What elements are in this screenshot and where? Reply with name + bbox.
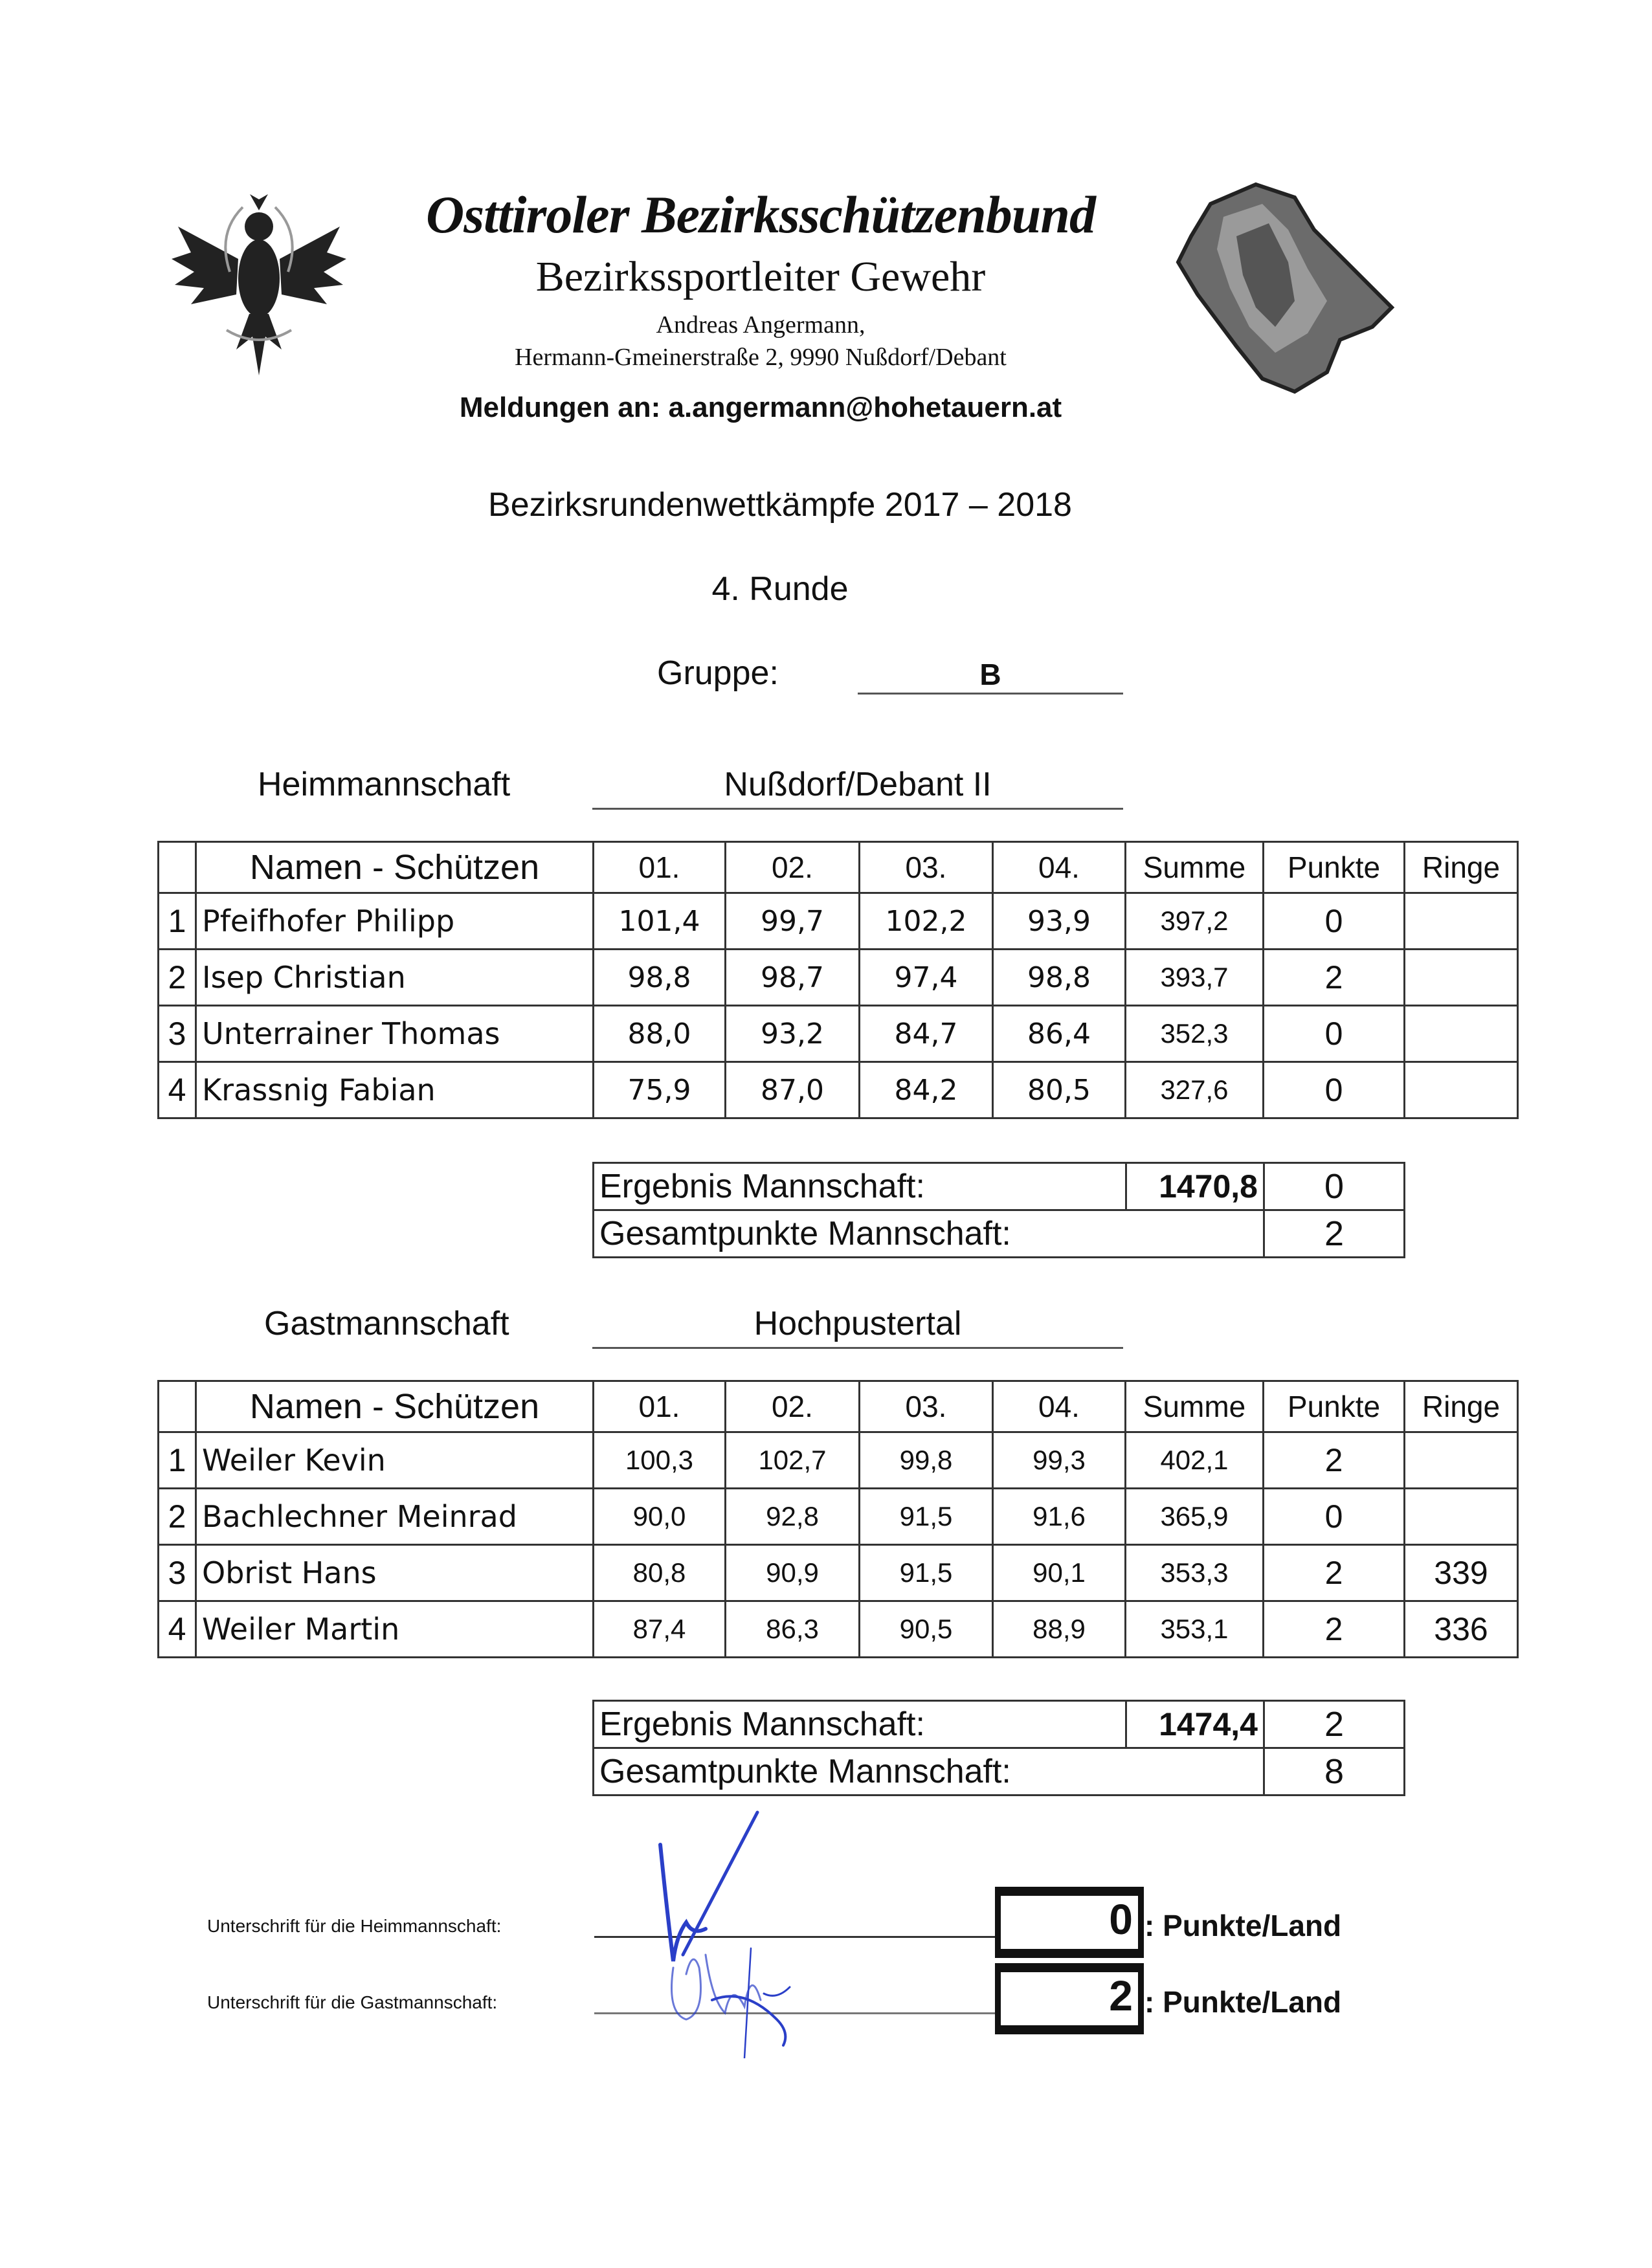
total-points: 2 — [1264, 1210, 1405, 1258]
home-points-label: : Punkte/Land — [1144, 1909, 1342, 1942]
guest-team-name: Hochpustertal — [753, 1305, 962, 1342]
series-1-score: 90,0 — [594, 1489, 726, 1545]
header-name: Namen - Schützen — [196, 842, 594, 893]
header-series-2: 02. — [726, 842, 860, 893]
result-row — [594, 1701, 1405, 1748]
home-team-underline — [592, 808, 1123, 810]
sum-score: 352,3 — [1126, 1006, 1264, 1062]
rings: 336 — [1405, 1601, 1518, 1658]
result-value: 1470,8 — [1126, 1163, 1264, 1210]
table-row — [159, 1601, 1518, 1658]
header-index — [159, 842, 196, 893]
sum-score: 393,7 — [1126, 950, 1264, 1006]
header-rings: Ringe — [1405, 842, 1518, 893]
guest-team-label: Gastmannschaft — [264, 1305, 509, 1342]
points: 0 — [1264, 1489, 1405, 1545]
header-series-1: 01. — [594, 842, 726, 893]
sum-score: 365,9 — [1126, 1489, 1264, 1545]
table-row — [159, 893, 1518, 950]
header-points: Punkte — [1264, 1381, 1405, 1432]
series-1-score: 87,4 — [594, 1601, 726, 1658]
header-series-4: 04. — [993, 1381, 1126, 1432]
shooter-name: Weiler Martin — [196, 1601, 594, 1658]
row-index: 4 — [159, 1062, 196, 1118]
competition-title: Bezirksrundenwettkämpfe 2017 – 2018 — [488, 486, 1072, 524]
series-2-score: 90,9 — [726, 1545, 860, 1601]
result-label: Ergebnis Mannschaft: — [594, 1163, 1126, 1210]
sum-score: 397,2 — [1126, 893, 1264, 950]
contact-address: Hermann-Gmeinerstraße 2, 9990 Nußdorf/Debant — [515, 344, 1007, 371]
header-series-1: 01. — [594, 1381, 726, 1432]
header-series-3: 03. — [860, 1381, 993, 1432]
home-team-label: Heimmannschaft — [258, 766, 511, 803]
row-index: 1 — [159, 1432, 196, 1489]
header-series-3: 03. — [860, 842, 993, 893]
series-4-score: 86,4 — [993, 1006, 1126, 1062]
series-3-score: 99,8 — [860, 1432, 993, 1489]
guest-points-label: : Punkte/Land — [1144, 1985, 1342, 2019]
home-summary-table — [592, 1162, 1405, 1258]
rings — [1405, 1062, 1518, 1118]
table-header-row — [159, 842, 1518, 893]
home-scores-table — [157, 841, 1519, 1119]
group-value: B — [979, 658, 1001, 691]
shooter-name: Obrist Hans — [196, 1545, 594, 1601]
series-3-score: 91,5 — [860, 1489, 993, 1545]
header-index — [159, 1381, 196, 1432]
series-3-score: 91,5 — [860, 1545, 993, 1601]
series-2-score: 86,3 — [726, 1601, 860, 1658]
series-4-score: 88,9 — [993, 1601, 1126, 1658]
home-team-name: Nußdorf/Debant II — [724, 766, 992, 803]
points: 2 — [1264, 1601, 1405, 1658]
shooter-name: Pfeifhofer Philipp — [196, 893, 594, 950]
header-series-4: 04. — [993, 842, 1126, 893]
series-1-score: 100,3 — [594, 1432, 726, 1489]
result-points: 2 — [1264, 1701, 1405, 1748]
home-points-value: 0 — [1109, 1895, 1133, 1943]
rings — [1405, 1432, 1518, 1489]
sum-score: 353,3 — [1126, 1545, 1264, 1601]
total-label: Gesamtpunkte Mannschaft: — [594, 1748, 1264, 1796]
home-points-box[interactable] — [995, 1887, 1144, 1958]
shooter-name: Unterrainer Thomas — [196, 1006, 594, 1062]
series-1-score: 75,9 — [594, 1062, 726, 1118]
shooter-name: Bachlechner Meinrad — [196, 1489, 594, 1545]
series-4-score: 90,1 — [993, 1545, 1126, 1601]
shooter-name: Krassnig Fabian — [196, 1062, 594, 1118]
points: 2 — [1264, 950, 1405, 1006]
table-row — [159, 1545, 1518, 1601]
series-4-score: 91,6 — [993, 1489, 1126, 1545]
header-sum: Summe — [1126, 842, 1264, 893]
points: 0 — [1264, 1062, 1405, 1118]
series-1-score: 98,8 — [594, 950, 726, 1006]
points: 0 — [1264, 893, 1405, 950]
series-1-score: 88,0 — [594, 1006, 726, 1062]
series-1-score: 101,4 — [594, 893, 726, 950]
report-email: Meldungen an: a.angermann@hohetauern.at — [459, 392, 1062, 423]
series-4-score: 99,3 — [993, 1432, 1126, 1489]
group-label: Gruppe: — [657, 654, 779, 692]
home-signature-label: Unterschrift für die Heimmannschaft: — [207, 1916, 502, 1936]
rings — [1405, 1489, 1518, 1545]
header-sum: Summe — [1126, 1381, 1264, 1432]
handwritten-signature-icon — [647, 1806, 893, 2058]
points: 2 — [1264, 1432, 1405, 1489]
series-3-score: 84,7 — [860, 1006, 993, 1062]
series-2-score: 98,7 — [726, 950, 860, 1006]
result-row — [594, 1163, 1405, 1210]
table-row — [159, 1432, 1518, 1489]
guest-scores-table — [157, 1380, 1519, 1658]
group-underline — [858, 693, 1123, 695]
row-index: 2 — [159, 950, 196, 1006]
row-index: 4 — [159, 1601, 196, 1658]
table-header-row — [159, 1381, 1518, 1432]
osttirol-map-icon — [1165, 178, 1398, 398]
series-3-score: 102,2 — [860, 893, 993, 950]
total-points: 8 — [1264, 1748, 1405, 1796]
guest-signature-label: Unterschrift für die Gastmannschaft: — [207, 1992, 498, 2012]
series-2-score: 99,7 — [726, 893, 860, 950]
header-series-2: 02. — [726, 1381, 860, 1432]
series-4-score: 93,9 — [993, 893, 1126, 950]
tyrolean-eagle-icon — [165, 181, 353, 382]
total-row — [594, 1210, 1405, 1258]
sum-score: 402,1 — [1126, 1432, 1264, 1489]
organization-subtitle: Bezirkssportleiter Gewehr — [535, 253, 986, 300]
shooter-name: Weiler Kevin — [196, 1432, 594, 1489]
table-row — [159, 1006, 1518, 1062]
sum-score: 353,1 — [1126, 1601, 1264, 1658]
guest-summary-table — [592, 1700, 1405, 1796]
table-row — [159, 1489, 1518, 1545]
rings — [1405, 950, 1518, 1006]
points: 2 — [1264, 1545, 1405, 1601]
series-2-score: 92,8 — [726, 1489, 860, 1545]
guest-points-box[interactable] — [995, 1963, 1144, 2034]
total-label: Gesamtpunkte Mannschaft: — [594, 1210, 1264, 1258]
header-rings: Ringe — [1405, 1381, 1518, 1432]
series-4-score: 80,5 — [993, 1062, 1126, 1118]
table-row — [159, 1062, 1518, 1118]
row-index: 3 — [159, 1545, 196, 1601]
organization-title: Osttiroler Bezirksschützenbund — [426, 185, 1095, 244]
guest-team-underline — [592, 1347, 1123, 1349]
rings — [1405, 893, 1518, 950]
row-index: 2 — [159, 1489, 196, 1545]
rings — [1405, 1006, 1518, 1062]
rings: 339 — [1405, 1545, 1518, 1601]
round-label: 4. Runde — [711, 570, 849, 608]
result-value: 1474,4 — [1126, 1701, 1264, 1748]
header-points: Punkte — [1264, 842, 1405, 893]
series-3-score: 90,5 — [860, 1601, 993, 1658]
series-2-score: 87,0 — [726, 1062, 860, 1118]
result-points: 0 — [1264, 1163, 1405, 1210]
series-2-score: 93,2 — [726, 1006, 860, 1062]
row-index: 1 — [159, 893, 196, 950]
series-1-score: 80,8 — [594, 1545, 726, 1601]
total-row — [594, 1748, 1405, 1796]
shooter-name: Isep Christian — [196, 950, 594, 1006]
row-index: 3 — [159, 1006, 196, 1062]
guest-points-value: 2 — [1109, 1972, 1133, 2019]
points: 0 — [1264, 1006, 1405, 1062]
series-2-score: 102,7 — [726, 1432, 860, 1489]
sum-score: 327,6 — [1126, 1062, 1264, 1118]
table-row — [159, 950, 1518, 1006]
series-3-score: 84,2 — [860, 1062, 993, 1118]
result-label: Ergebnis Mannschaft: — [594, 1701, 1126, 1748]
series-4-score: 98,8 — [993, 950, 1126, 1006]
series-3-score: 97,4 — [860, 950, 993, 1006]
header-name: Namen - Schützen — [196, 1381, 594, 1432]
contact-name: Andreas Angermann, — [656, 311, 865, 339]
